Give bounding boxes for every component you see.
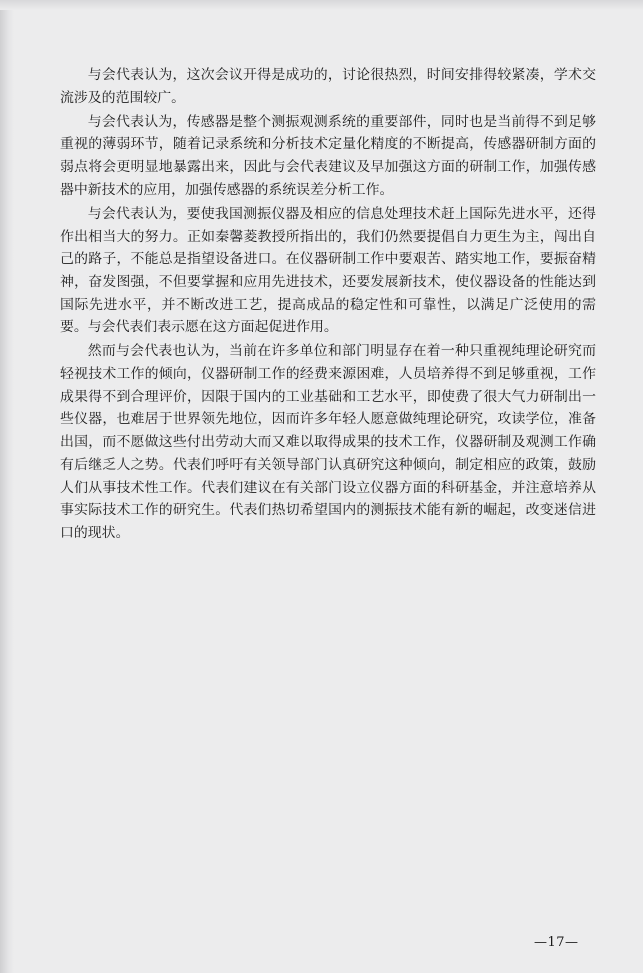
top-edge-shadow xyxy=(0,0,643,10)
paragraph-4: 然而与会代表也认为，当前在许多单位和部门明显存在着一种只重视纯理论研究而轻视技术工作的倾向，仪器研制工作的经费来源困难，人员培养得不到足够重视，工作成果得不到合理评价，因限于国内的工业基础和工艺水平，即使费了很大气力研制出一些仪器，也难居于世界领先地位，因而许多年轻人愿意做纯理论研究，攻读学位，准备出国，而不愿做这些付出劳动大而又难以取得成果的技术工作，仪器研制及观测工作确有后继乏人之势。代表们呼吁有关领导部门认真研究这种倾向，制定相应的政策，鼓励人们从事技术性工作。代表们建议在有关部门设立仪器方面的科研基金，并注意培养从事实际技术工作的研究生。代表们热切希望国内的测振技术能有新的崛起，改变迷信进口的现状。 xyxy=(60,343,596,541)
page-number: —17— xyxy=(534,935,579,950)
paragraph-2: 与会代表认为，传感器是整个测振观测系统的重要部件，同时也是当前得不到足够重视的薄弱环节，随着记录系统和分析技术定量化精度的不断提高，传感器研制方面的弱点将会更明显地暴露出来，因此与会代表建议及早加强这方面的研制工作，加强传感器中新技术的应用，加强传感器的系统误差分析工作。 xyxy=(60,113,596,198)
binding-shadow xyxy=(0,0,14,973)
paragraph-3: 与会代表认为，要使我国测振仪器及相应的信息处理技术赶上国际先进水平，还得作出相当大的努力。正如秦馨菱教授所指出的，我们仍然要提倡自力更生为主，闯出自己的路子，不能总是指望设备进口。在仪器研制工作中要艰苦、踏实地工作，要振奋精神，奋发图强，不但要掌握和应用先进技术，还要发展新技术，使仪器设备的性能达到国际先进水平，并不断改进工艺，提高成品的稳定性和可靠性，以满足广泛使用的需要。与会代表们表示愿在这方面起促进作用。 xyxy=(60,205,596,336)
paragraph-1: 与会代表认为，这次会议开得是成功的，讨论很热烈，时间安排得较紧凑，学术交流涉及的范围较广。 xyxy=(60,67,596,106)
body-text xyxy=(60,64,596,546)
